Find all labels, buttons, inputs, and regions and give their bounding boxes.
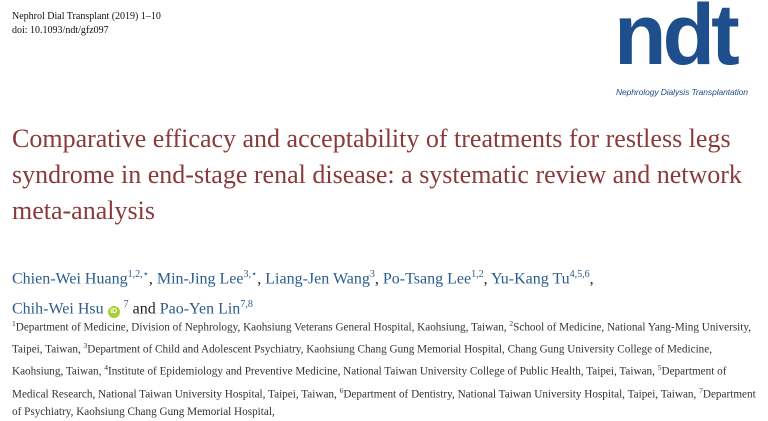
affiliation-number: 6 bbox=[339, 385, 344, 395]
author-name[interactable]: Chih-Wei Hsu bbox=[12, 300, 104, 318]
logo-mark: ndt bbox=[614, 0, 736, 83]
affiliation-text: Institute of Epidemiology and Preventive Medicine, National Taiwan University College of Public Health, Taipei, Taiwan, bbox=[107, 366, 658, 379]
article-title: Comparative efficacy and acceptability of treatments for restless legs syndrome in end-stage renal disease: a systematic review and network meta-analysis bbox=[12, 124, 742, 225]
affiliation-text: Department of Medical Research, National Taiwan University Hospital, Taipei, Taiwan, bbox=[12, 366, 727, 401]
author-affiliation-ref: 7 bbox=[123, 299, 129, 311]
affiliation-text: Department of Psychiatry, Kaohsiung Chang Gung Memorial Hospital, bbox=[12, 388, 756, 418]
author-affiliation-ref: 7,8 bbox=[240, 299, 253, 311]
author-separator: , bbox=[148, 270, 157, 288]
logo-tagline: Nephrology Dialysis Transplantation bbox=[616, 87, 748, 97]
author-separator: and bbox=[128, 300, 160, 318]
author-separator: , bbox=[589, 270, 594, 288]
orcid-icon[interactable]: iD bbox=[108, 306, 120, 318]
author-name[interactable]: Min-Jing Lee bbox=[156, 270, 244, 288]
affiliation-number: 5 bbox=[657, 363, 662, 373]
affiliation-number: 3 bbox=[83, 341, 88, 351]
affiliations bbox=[12, 315, 760, 421]
journal-logo bbox=[612, 0, 762, 104]
author-separator: , bbox=[374, 270, 383, 288]
author-name[interactable]: Pao-Yen Lin bbox=[159, 300, 241, 318]
author-affiliation-ref: 3 bbox=[369, 269, 375, 280]
author-separator: , bbox=[257, 270, 266, 288]
author-affiliation-ref: 1,2 bbox=[471, 269, 484, 280]
author-name[interactable]: Chien-Wei Huang bbox=[12, 270, 128, 288]
author-affiliation-ref: 3,⋆ bbox=[243, 269, 258, 280]
author-list bbox=[12, 262, 752, 323]
author-separator: , bbox=[483, 270, 491, 288]
author-affiliation-ref: 1,2,⋆ bbox=[127, 269, 149, 280]
affiliation-text: Department of Dentistry, National Taiwan University Hospital, Taipei, Taiwan, bbox=[343, 388, 700, 401]
affiliation-number: 1 bbox=[12, 319, 16, 328]
author-name[interactable]: Yu-Kang Tu bbox=[490, 270, 570, 288]
affiliation-text: School of Medicine, National Yang-Ming University, Taipei, Taiwan, bbox=[12, 321, 752, 356]
affiliation-text: Department of Child and Adolescent Psychiatry, Kaohsiung Chang Gung Memorial Hospital, Chang Gung University College of Medicine, Kaohsiung, Taiwan, bbox=[12, 343, 713, 379]
author-name[interactable]: Liang-Jen Wang bbox=[265, 270, 370, 288]
author-affiliation-ref: 4,5,6 bbox=[569, 269, 590, 280]
journal-info bbox=[12, 10, 161, 38]
journal-citation: Nephrol Dial Transplant (2019) 1–10 bbox=[12, 11, 161, 22]
author-name[interactable]: Po-Tsang Lee bbox=[382, 270, 472, 288]
affiliation-number: 4 bbox=[104, 363, 108, 373]
affiliation-text: Department of Medicine, Division of Nephrology, Kaohsiung Veterans General Hospital, Kaohsiung, Taiwan, bbox=[15, 321, 510, 334]
doi-link[interactable]: doi: 10.1093/ndt/gfz097 bbox=[12, 25, 109, 36]
affiliation-number: 7 bbox=[699, 385, 703, 395]
affiliation-number: 2 bbox=[509, 319, 514, 328]
